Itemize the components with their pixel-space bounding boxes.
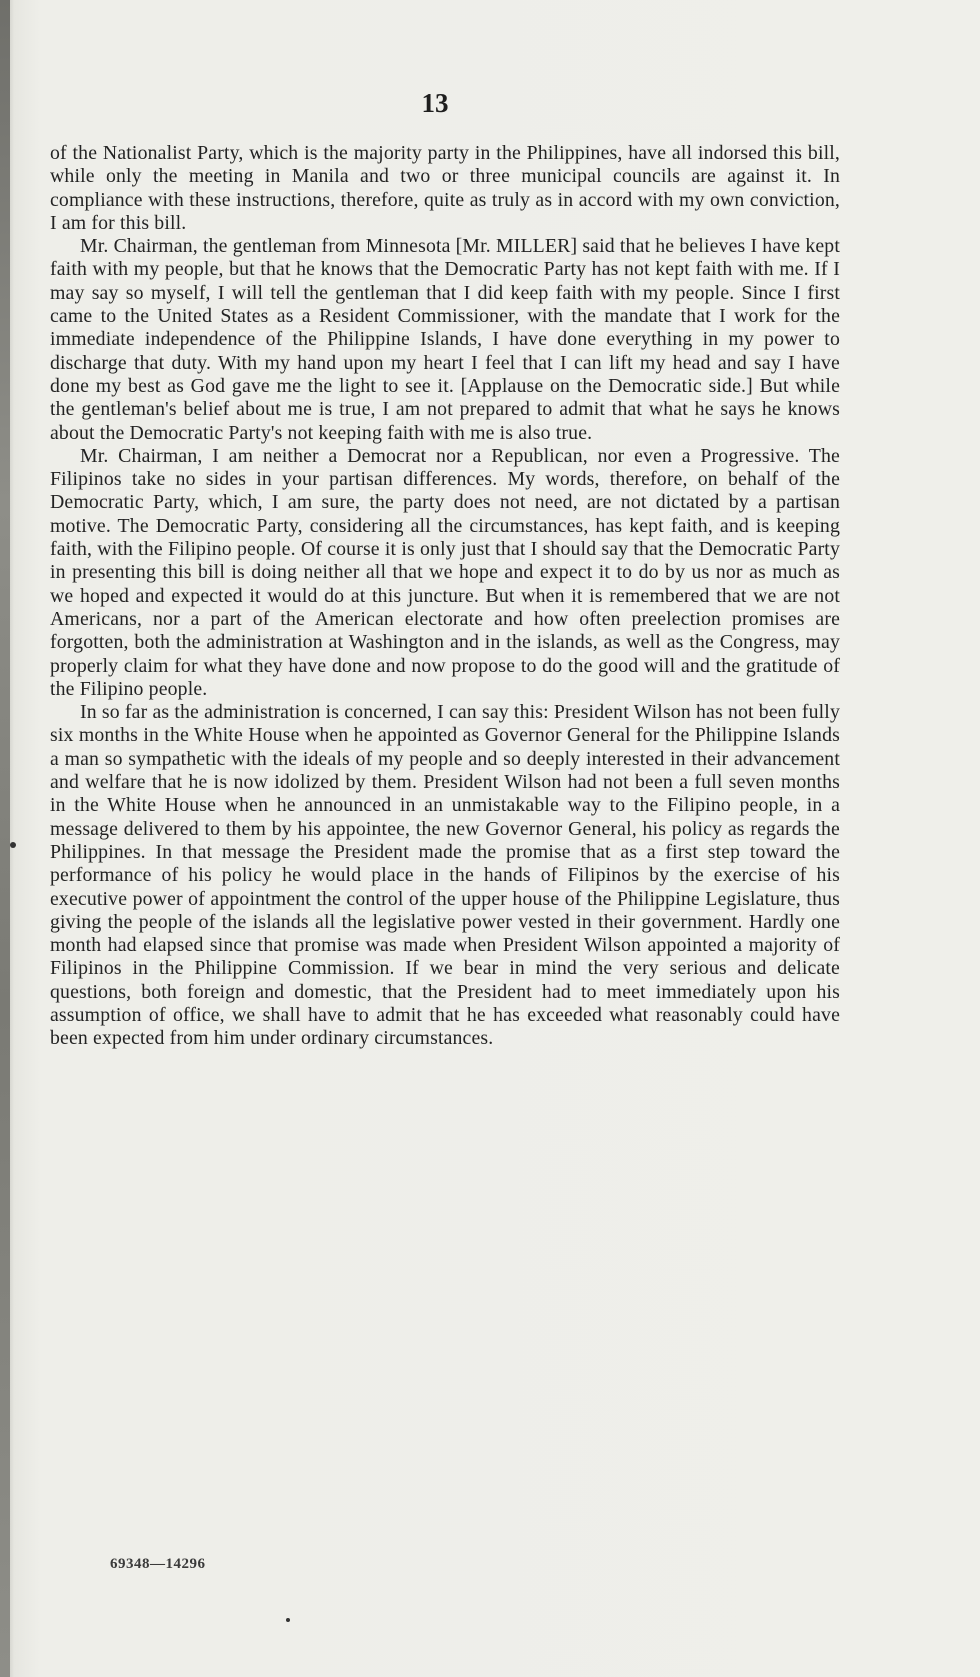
paragraph-1: of the Nationalist Party, which is the majority party in the Philippines, have all indorsed this bill, while only the meeting in Manila and two or three municipal councils are against it. In compliance with these instructions, therefore, quite as truly as in accord with my own conviction, I am for this bill. (50, 142, 840, 234)
print-job-code: 69348—14296 (110, 1556, 206, 1572)
binding-edge (0, 0, 10, 1677)
body-text (50, 142, 840, 1051)
page-number: 13 (421, 88, 449, 118)
paragraph-3: Mr. Chairman, I am neither a Democrat nor a Republican, nor even a Progressive. The Filipinos take no sides in your partisan differences. My words, therefore, on behalf of the Democratic Party, which, I am sure, the party does not need, are not dictated by a partisan motive. The Democratic Party, considering all the circumstances, has kept faith, and is keeping faith, with the Filipino people. Of course it is only just that I should say that the Democratic Party in presenting this bill is doing neither all that we hope and expect it to do by us nor as much as we hoped and expected it would do at this juncture. But when it is remembered that we are not Americans, nor a part of the American electorate and how often preelection promises are forgotten, both the administration at Washington and in the islands, as well as the Congress, may properly claim for what they have done and now propose to do the good will and the gratitude of the Filipino people. (50, 444, 840, 700)
ink-speck (286, 1618, 290, 1622)
ink-speck (10, 842, 16, 848)
paragraph-4: In so far as the administration is concerned, I can say this: President Wilson has not been fully six months in the White House when he appointed as Governor General for the Philippine Islands a man so sympathetic with the ideals of my people and so deeply interested in their advancement and welfare that he is now idolized by them. President Wilson had not been a full seven months in the White House when he announced in an unmistakable way to the Filipino people, in a message delivered to them by his appointee, the new Governor General, his policy as regards the Philippines. In that message the President made the promise that as a first step toward the performance of his policy he would place in the hands of Filipinos by the exercise of his executive power of appointment the control of the upper house of the Philippine Legislature, thus giving the people of the islands all the legislative power vested in their government. Hardly one month had elapsed since that promise was made when President Wilson appointed a majority of Filipinos in the Philippine Commission. If we bear in mind the very serious and delicate questions, both foreign and domestic, that the President had to meet immediately upon his assumption of office, we shall have to admit that he has exceeded what reasonably could have been expected from him under ordinary circumstances. (50, 701, 840, 1050)
paragraph-2: Mr. Chairman, the gentleman from Minnesota [Mr. MILLER] said that he believes I have kept faith with my people, but that he knows that the Democratic Party has not kept faith with me. If I may say so myself, I will tell the gentleman that I did keep faith with my people. Since I first came to the United States as a Resident Commissioner, with the mandate that I work for the immediate independence of the Philippine Islands, I have done everything in my power to discharge that duty. With my hand upon my heart I feel that I can lift my head and say I have done my best as God gave me the light to see it. [Applause on the Democratic side.] But while the gentleman's belief about me is true, I am not prepared to admit that what he says he knows about the Democratic Party's not keeping faith with me is also true. (50, 235, 840, 444)
